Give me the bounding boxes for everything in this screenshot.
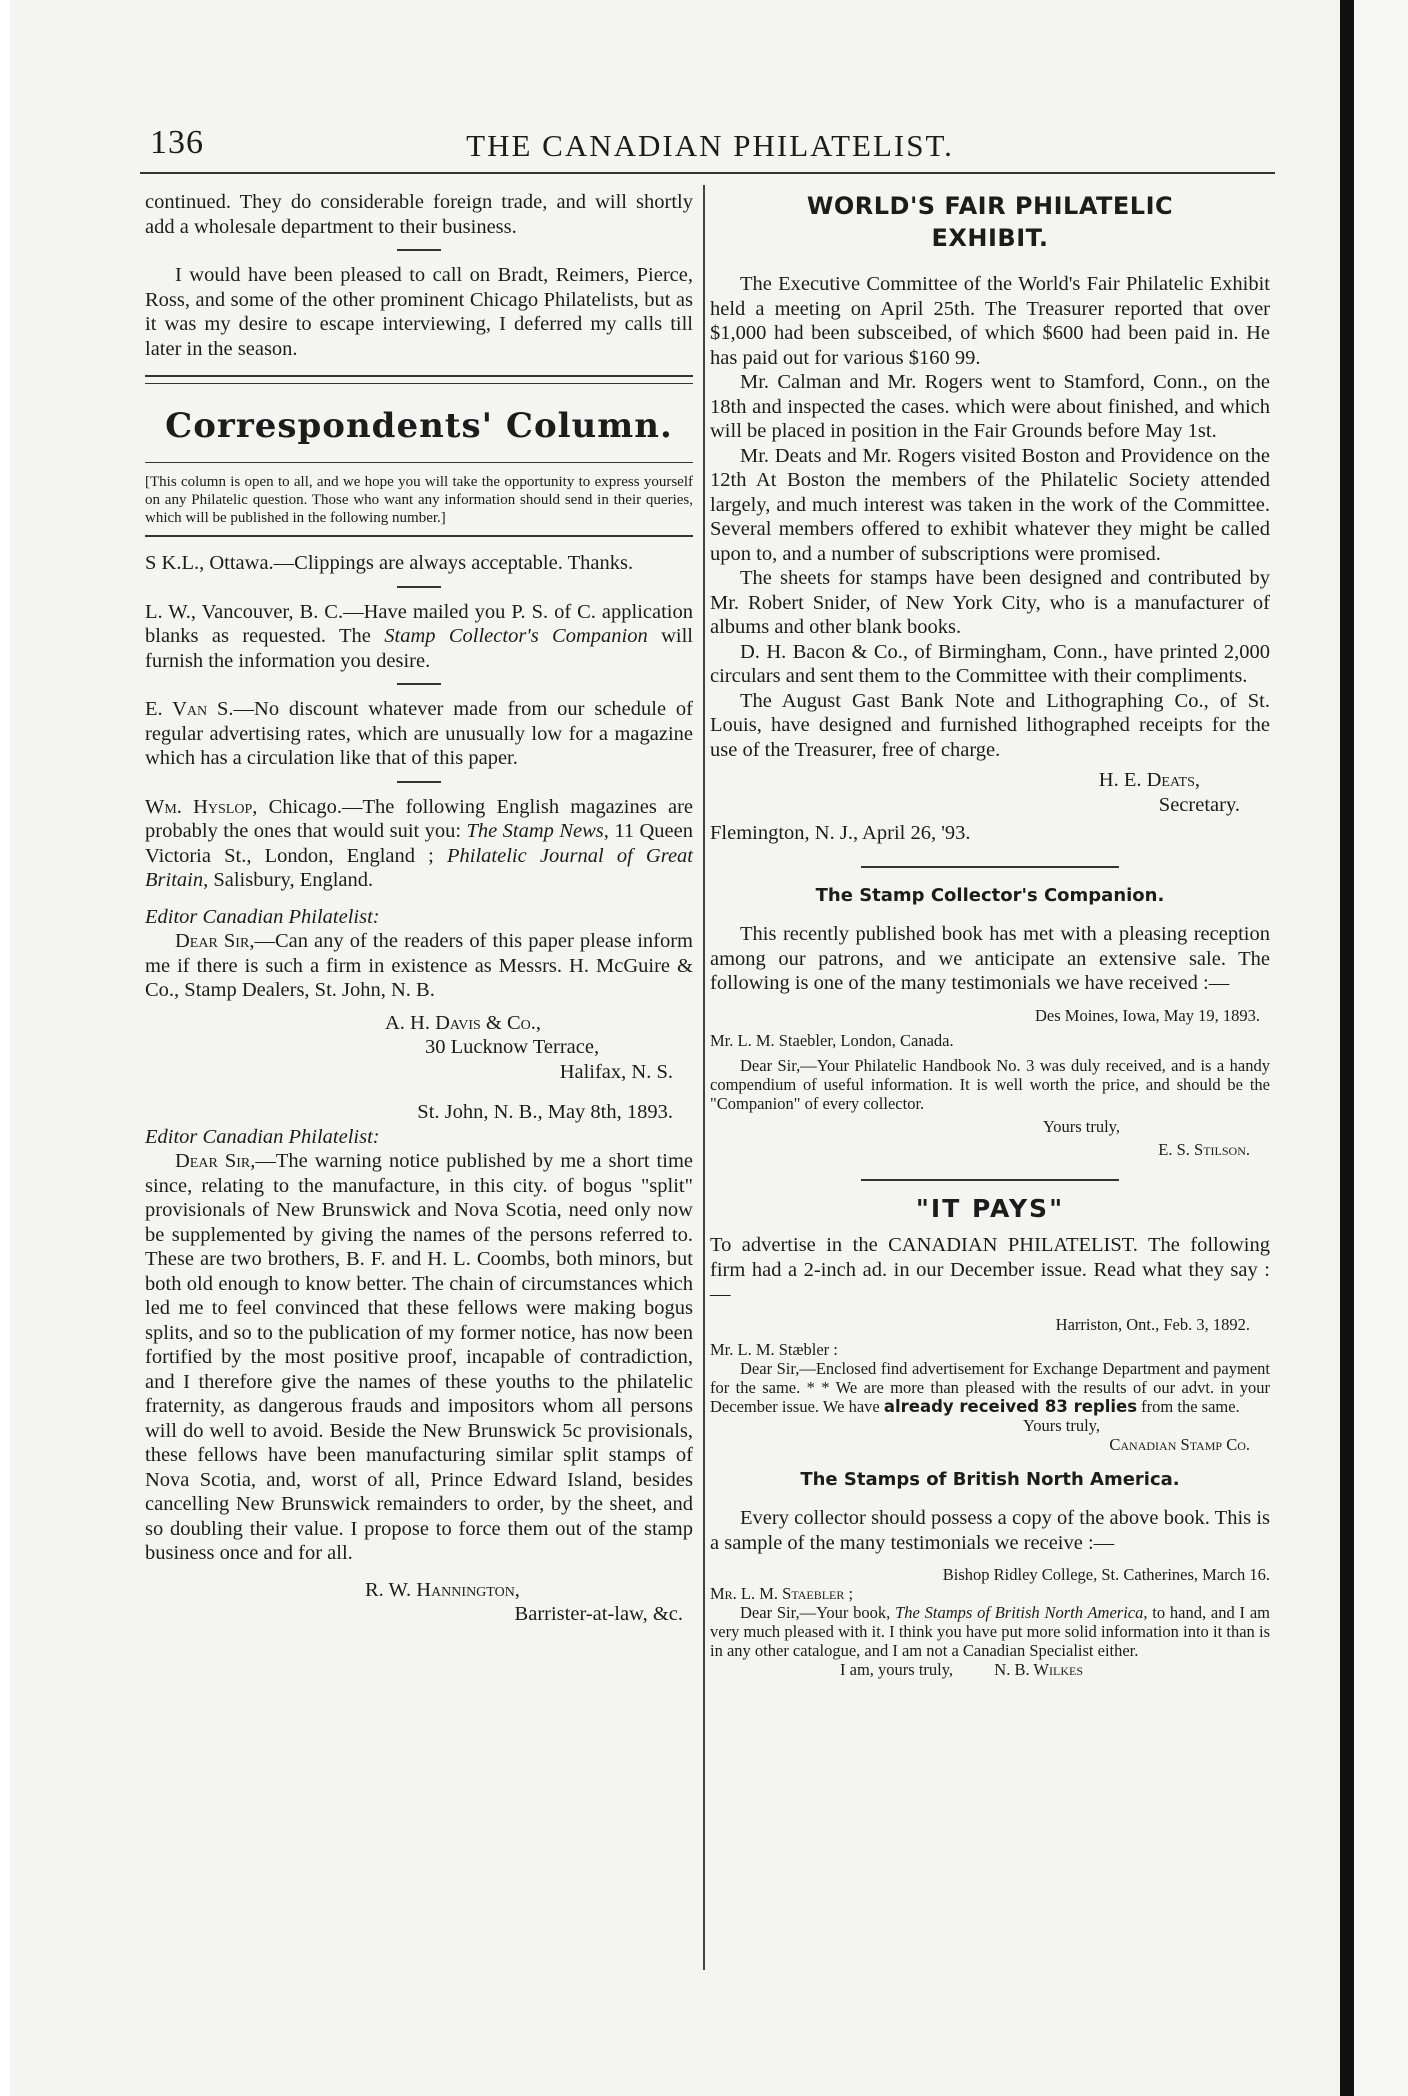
column-divider [703, 185, 705, 1970]
wf-paragraph: The August Gast Bank Note and Lithographing Co., of St. Louis, have designed and furnished lithographed receipts for the use of the Treasurer, free of charge. [710, 689, 1270, 761]
book-gutter-shadow [1340, 0, 1354, 2096]
it-pays-date: Harriston, Ont., Feb. 3, 1892. [1055, 1314, 1250, 1334]
continued-paragraph: continued. They do considerable foreign trade, and will shortly add a wholesale department to their business. [145, 191, 693, 238]
correspondents-title: Correspondents' Column. [165, 406, 673, 446]
companion-heading: The Stamp Collector's Companion. [815, 884, 1165, 906]
companion-paragraph: This recently published book has met with a pleasing reception among our patrons, and we anticipate an extensive sale. The following is one of the many testimonials we have received :— [710, 923, 1270, 994]
section-rule [861, 866, 1119, 868]
column-note: [This column is open to all, and we hope you will take the opportunity to express yourself on any Philatelic question. Those who want any information should send in their queries, which will be published in the following number.] [145, 474, 693, 526]
reply-lw: L. W., Vancouver, B. C.—Have mailed you P. S. of C. application blanks as requested. The Stamp Collector's Companion will furnish the information you desire. [145, 600, 693, 672]
section-rule [861, 1179, 1119, 1181]
hannington-dateline: St. John, N. B., May 8th, 1893. [417, 1101, 673, 1123]
section-dash [397, 683, 441, 685]
double-rule [145, 375, 693, 384]
section-dash [397, 249, 441, 251]
davis-address-1: 30 Lucknow Terrace, [425, 1036, 600, 1058]
hannington-signature: R. W. Hannington, [365, 1578, 520, 1601]
companion-signature: E. S. Stilson. [1158, 1139, 1250, 1159]
reply-skl: S K.L., Ottawa.—Clippings are always acceptable. Thanks. [145, 552, 634, 574]
bna-heading: The Stamps of British North America. [800, 1468, 1180, 1490]
companion-addressee: Mr. L. M. Staebler, London, Canada. [710, 1030, 954, 1050]
reply-hyslop: Wm. Hyslop, Chicago.—The following English magazines are probably the ones that would suit you: The Stamp News, 11 Queen Victoria St., London, England ; Philatelic Journal of Great Britain, Salisbury, England. [145, 795, 693, 891]
adjacent-page-edge [1354, 0, 1408, 2096]
hannington-title: Barrister-at-law, &c. [514, 1603, 683, 1625]
rule [145, 535, 693, 537]
bna-paragraph: Every collector should possess a copy of the above book. This is a sample of the many testimonials we receive :— [710, 1507, 1270, 1554]
bna-letter: Dear Sir,—Your book, The Stamps of British North America, to hand, and I am very much pleased with it. I think you have put more solid information into it than is in any other catalogue, and I am not a Canadian Specialist either. [710, 1603, 1270, 1660]
wf-paragraph: The sheets for stamps have been designed and contributed by Mr. Robert Snider, of New York City, who is a manufacturer of albums and other blank books. [710, 567, 1270, 638]
running-title: THE CANADIAN PHILATELIST. [466, 128, 954, 163]
it-pays-heading: "IT PAYS" [915, 1193, 1065, 1223]
editor-salutation-1: Editor Canadian Philatelist: [145, 905, 380, 928]
it-pays-signature: Canadian Stamp Co. [1109, 1434, 1250, 1454]
left-column [145, 190, 693, 1627]
section-dash [397, 586, 441, 588]
bna-signature: N. B. Wilkes [994, 1660, 1083, 1679]
companion-yours: Yours truly, [1042, 1116, 1120, 1136]
wf-paragraph: The Executive Committee of the World's Fair Philatelic Exhibit held a meeting on April 25th. The Treasurer reported that over $1,000 had been subsceibed, of which $600 had been paid in. He has paid out for various $160 99. [710, 273, 1270, 369]
editor-salutation-2: Editor Canadian Philatelist: [145, 1125, 380, 1148]
page-number: 136 [150, 124, 204, 161]
reply-evan: E. Van S.—No discount whatever made from our schedule of regular advertising rates, which are unusually low for a magazine which has a circulation like that of this paper. [145, 698, 693, 769]
davis-signature: A. H. Davis & Co., [385, 1011, 542, 1034]
running-header [140, 120, 1280, 168]
it-pays-addressee: Mr. L. M. Stæbler : [710, 1339, 838, 1359]
bna-close: I am, yours truly, N. B. Wilkes [840, 1660, 1083, 1679]
it-pays-yours: Yours truly, [1022, 1415, 1100, 1435]
deats-signature: H. E. Deats, [1098, 769, 1200, 791]
chicago-paragraph: I would have been pleased to call on Bradt, Reimers, Pierce, Ross, and some of the other prominent Chicago Philatelists, but as it was my desire to escape interviewing, I deferred my calls till later in the season. [145, 264, 693, 360]
it-pays-paragraph: To advertise in the CANADIAN PHILATELIST. The following firm had a 2-inch ad. in our December issue. Read what they say :— [710, 1234, 1270, 1305]
companion-date: Des Moines, Iowa, May 19, 1893. [1034, 1005, 1260, 1025]
bna-addressee: Mr. L. M. Staebler ; [710, 1584, 854, 1603]
it-pays-letter: Dear Sir,—Enclosed find advertisement for Exchange Department and payment for the same. * * We are more than pleased with the results of our advt. in your December issue. We have already received 83 replies from the same. [710, 1358, 1270, 1416]
companion-letter: Dear Sir,—Your Philatelic Handbook No. 3 was duly received, and is a handy compendium of useful information. It is well worth the price, and should be the "Companion" of every collector. [710, 1055, 1270, 1113]
worlds-fair-title: WORLD'S FAIR PHILATELIC EXHIBIT. [806, 192, 1174, 252]
wf-paragraph: Mr. Calman and Mr. Rogers went to Stamford, Conn., on the 18th and inspected the cases. which were about finished, and which will be placed in position in the Fair Grounds before May 1st. [710, 371, 1270, 442]
rule [145, 462, 693, 463]
bna-date: Bishop Ridley College, St. Catherines, March 16. [942, 1565, 1270, 1584]
wf-paragraph: Mr. Deats and Mr. Rogers visited Boston and Providence on the 12th At Boston the members of the Philatelic Society attended largely, and much interest was taken in the work of the Committee. Several members offered to exhibit whatever they might be called upon to, and a number of subscriptions were promised. [710, 444, 1270, 565]
header-rule [140, 172, 1275, 174]
right-column [710, 190, 1270, 1679]
letter-davis: Dear Sir,—Can any of the readers of this paper please inform me if there is such a firm in existence as Messrs. H. McGuire & Co., Stamp Dealers, St. John, N. B. [145, 930, 693, 1001]
wf-paragraph: D. H. Bacon & Co., of Birmingham, Conn., have printed 2,000 circulars and sent them to the Committee with their compliments. [710, 640, 1270, 687]
deats-title: Secretary. [1158, 793, 1240, 816]
section-dash [397, 781, 441, 783]
letter-hannington: Dear Sir,—The warning notice published by me a short time since, relating to the manufacture, in this city. of bogus "split" provisionals of New Brunswick and Nova Scotia, need only now be supplemented by giving the names of the persons referred to. These are two brothers, B. F. and H. L. Coombs, both minors, but both old enough to know better. The chain of circumstances which led me to feel convinced that these fellows were making bogus splits, and so to the publication of my former notice, has now been fortified by the most positive proof, incapable of contradiction, and I therefore give the names of these youths to the philatelic fraternity, as dangerous frauds and impositors whom all persons will do well to avoid. Beside the New Brunswick 5c provisionals, these fellows have been manufacturing similar split stamps of Nova Scotia, and, worst of all, Prince Edward Island, besides cancelling New Brunswick remainders to order, by the sheet, and so doubling their value. I propose to force them out of the stamp business once and for all. [145, 1150, 693, 1564]
davis-address-2: Halifax, N. S. [559, 1060, 673, 1083]
wf-dateline: Flemington, N. J., April 26, '93. [710, 822, 971, 844]
